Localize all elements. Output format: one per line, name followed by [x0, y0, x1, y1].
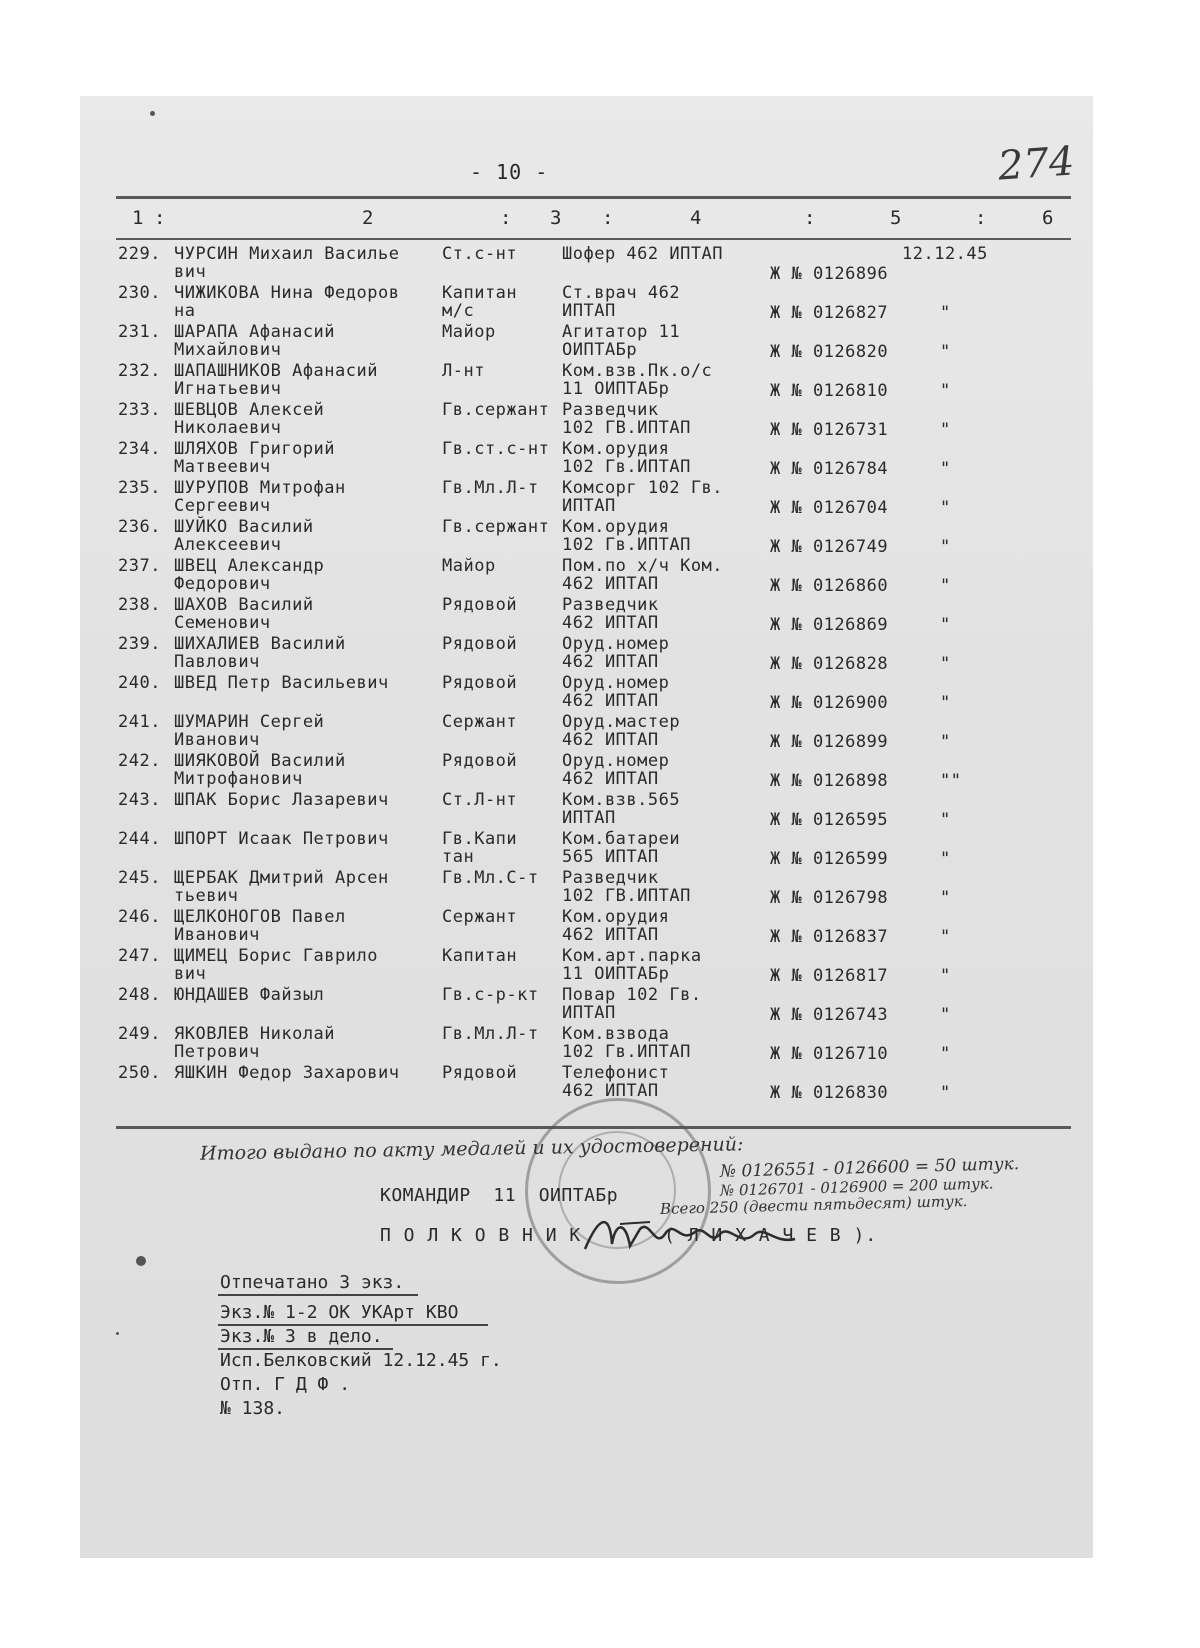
row-number: 242.: [118, 751, 161, 771]
issue-date: ": [940, 654, 951, 674]
position-cont: 102 Гв.ИПТАП: [562, 535, 691, 555]
issue-date: 12.12.45: [902, 244, 988, 264]
column-header-3: 3: [550, 207, 562, 229]
table-row: [80, 1024, 1093, 1064]
position-cont: 102 Гв.ИПТАП: [562, 457, 691, 477]
person-name: ЧИЖИКОВА Нина Федоров: [174, 283, 400, 303]
table-row: [80, 361, 1093, 401]
issue-date: ": [940, 732, 951, 752]
issue-date: ": [940, 342, 951, 362]
certificate-number: Ж № 0126900: [770, 693, 889, 713]
position-cont: 462 ИПТАП: [562, 691, 659, 711]
row-number: 233.: [118, 400, 161, 420]
person-name: ШАРАПА Афанасий: [174, 322, 336, 342]
position: Ком.взв.Пк.о/с: [562, 361, 713, 381]
certificate-number: Ж № 0126827: [770, 303, 889, 323]
issue-date: ": [940, 1044, 951, 1064]
row-number: 248.: [118, 985, 161, 1005]
row-number: 236.: [118, 517, 161, 537]
military-rank: Гв.Мл.Л-т: [442, 478, 539, 498]
issue-date: ": [940, 966, 951, 986]
position: Оруд.номер: [562, 634, 670, 654]
position: Ком.взвода: [562, 1024, 670, 1044]
row-number: 250.: [118, 1063, 161, 1083]
row-number: 231.: [118, 322, 161, 342]
column-separator: :: [154, 207, 166, 229]
certificate-number: Ж № 0126830: [770, 1083, 889, 1103]
position: Ком.орудия: [562, 907, 670, 927]
column-separator: :: [500, 207, 512, 229]
position: Ком.взв.565: [562, 790, 681, 810]
person-name: ШИХАЛИЕВ Василий: [174, 634, 346, 654]
table-row: [80, 517, 1093, 557]
header-rule: [116, 238, 1071, 240]
position-cont: ОИПТАБр: [562, 340, 638, 360]
person-name: ШИЯКОВОЙ Василий: [174, 751, 346, 771]
table-row: [80, 478, 1093, 518]
issue-date: "": [940, 771, 962, 791]
column-separator: :: [975, 207, 987, 229]
person-name: ШУМАРИН Сергей: [174, 712, 325, 732]
person-name: ШЛЯХОВ Григорий: [174, 439, 336, 459]
person-name: ЩИМЕЦ Борис Гаврило: [174, 946, 378, 966]
row-number: 246.: [118, 907, 161, 927]
row-number: 230.: [118, 283, 161, 303]
issue-date: ": [940, 849, 951, 869]
issue-date: ": [940, 615, 951, 635]
issue-date: ": [940, 1083, 951, 1103]
position: Разведчик: [562, 868, 659, 888]
row-number: 240.: [118, 673, 161, 693]
military-rank-cont: тан: [442, 847, 475, 867]
table-row: [80, 829, 1093, 869]
military-rank: Рядовой: [442, 634, 518, 654]
person-name: ШУЙКО Василий: [174, 517, 314, 537]
person-name-cont: Павлович: [174, 652, 260, 672]
military-rank: Ст.Л-нт: [442, 790, 518, 810]
column-header-5: 5: [890, 207, 902, 229]
column-header-6: 6: [1042, 207, 1054, 229]
table-row: [80, 556, 1093, 596]
position-cont: 462 ИПТАП: [562, 1081, 659, 1101]
table-row: [80, 595, 1093, 635]
military-rank: Майор: [442, 322, 496, 342]
issue-date: ": [940, 693, 951, 713]
person-name: ШПОРТ Исаак Петрович: [174, 829, 389, 849]
position-cont: ИПТАП: [562, 496, 616, 516]
military-rank: Рядовой: [442, 673, 518, 693]
person-name-cont: вич: [174, 964, 207, 984]
position: Оруд.номер: [562, 751, 670, 771]
person-name-cont: Алексеевич: [174, 535, 282, 555]
certificate-number: Ж № 0126704: [770, 498, 889, 518]
certificate-number: Ж № 0126731: [770, 420, 889, 440]
row-number: 229.: [118, 244, 161, 264]
table-row: [80, 673, 1093, 713]
position: Ком.арт.парка: [562, 946, 702, 966]
copy-distribution-2: Экз.№ 3 в дело.: [220, 1326, 383, 1347]
person-name: ШВЕД Петр Васильевич: [174, 673, 389, 693]
signature: [580, 1204, 810, 1264]
issue-date: ": [940, 810, 951, 830]
row-number: 241.: [118, 712, 161, 732]
certificate-number: Ж № 0126749: [770, 537, 889, 557]
document-sheet: [80, 96, 1093, 1558]
person-name-cont: Иванович: [174, 925, 260, 945]
position-cont: 462 ИПТАП: [562, 652, 659, 672]
certificate-number: Ж № 0126828: [770, 654, 889, 674]
person-name: ШПАК Борис Лазаревич: [174, 790, 389, 810]
military-rank: Гв.сержант: [442, 517, 550, 537]
position: Агитатор 11: [562, 322, 681, 342]
position: Ком.орудия: [562, 439, 670, 459]
certificate-number: Ж № 0126798: [770, 888, 889, 908]
table-row: [80, 244, 1093, 284]
military-rank: Рядовой: [442, 751, 518, 771]
person-name-cont: Михайлович: [174, 340, 282, 360]
table-row: [80, 1063, 1093, 1103]
table-row: [80, 283, 1093, 323]
position: Оруд.номер: [562, 673, 670, 693]
military-rank: Майор: [442, 556, 496, 576]
person-name-cont: Петрович: [174, 1042, 260, 1062]
issue-date: ": [940, 498, 951, 518]
row-number: 244.: [118, 829, 161, 849]
person-name: ШАХОВ Василий: [174, 595, 314, 615]
issue-date: ": [940, 1005, 951, 1025]
position-cont: 11 ОИПТАБр: [562, 379, 670, 399]
military-rank: Капитан: [442, 283, 518, 303]
certificate-number: Ж № 0126860: [770, 576, 889, 596]
certificate-number: Ж № 0126743: [770, 1005, 889, 1025]
position-cont: 102 Гв.ИПТАП: [562, 1042, 691, 1062]
issue-date: ": [940, 927, 951, 947]
table-row: [80, 790, 1093, 830]
page-number: - 10 -: [470, 160, 549, 184]
handwritten-note-line-3: № 0126701 - 0126900 = 200 штук.: [719, 1174, 994, 1200]
person-name-cont: тьевич: [174, 886, 239, 906]
commander-rank-name: П О Л К О В Н И К ( Л И Х А Ч Е В ).: [380, 1225, 878, 1246]
person-name: ЧУРСИН Михаил Василье: [174, 244, 400, 264]
position-cont: 565 ИПТАП: [562, 847, 659, 867]
military-rank: Гв.Мл.Л-т: [442, 1024, 539, 1044]
person-name: ЩЕЛКОНОГОВ Павел: [174, 907, 346, 927]
military-rank: Гв.ст.с-нт: [442, 439, 550, 459]
table-row: [80, 634, 1093, 674]
person-name-cont: Николаевич: [174, 418, 282, 438]
table-row: [80, 985, 1093, 1025]
person-name: ШУРУПОВ Митрофан: [174, 478, 346, 498]
person-name-cont: на: [174, 301, 196, 321]
military-rank: Гв.с-р-кт: [442, 985, 539, 1005]
table-row: [80, 322, 1093, 362]
row-number: 238.: [118, 595, 161, 615]
position-cont: 102 ГВ.ИПТАП: [562, 886, 691, 906]
reference-number: № 138.: [220, 1398, 286, 1419]
position-cont: ИПТАП: [562, 808, 616, 828]
certificate-number: Ж № 0126898: [770, 771, 889, 791]
certificate-number: Ж № 0126595: [770, 810, 889, 830]
certificate-number: Ж № 0126896: [770, 264, 889, 284]
military-rank-cont: м/с: [442, 301, 475, 321]
archive-number: 274: [996, 138, 1076, 190]
person-name: ШЕВЦОВ Алексей: [174, 400, 325, 420]
table-row: [80, 907, 1093, 947]
person-name-cont: Митрофанович: [174, 769, 303, 789]
position: Повар 102 Гв.: [562, 985, 702, 1005]
position-cont: 462 ИПТАП: [562, 613, 659, 633]
certificate-number: Ж № 0126810: [770, 381, 889, 401]
position: Оруд.мастер: [562, 712, 681, 732]
position: Разведчик: [562, 400, 659, 420]
printed-copies: Отпечатано 3 экз.: [220, 1272, 405, 1293]
person-name-cont: Сергеевич: [174, 496, 271, 516]
row-number: 239.: [118, 634, 161, 654]
handwritten-note-line-2: № 0126551 - 0126600 = 50 штук.: [719, 1154, 1020, 1182]
certificate-number: Ж № 0126899: [770, 732, 889, 752]
handwritten-note-line-4: Всего 250 (двести пятьдесят) штук.: [659, 1191, 968, 1219]
handwritten-note-line-1: Итого выдано по акту медалей и их удостоверений:: [199, 1133, 744, 1165]
column-header-4: 4: [690, 207, 702, 229]
person-name-cont: Иванович: [174, 730, 260, 750]
issue-date: ": [940, 303, 951, 323]
copy-distribution-1: Экз.№ 1-2 ОК УКАрт КВО: [220, 1302, 459, 1323]
column-separator: :: [804, 207, 816, 229]
row-number: 245.: [118, 868, 161, 888]
person-name: ЯКОВЛЕВ Николай: [174, 1024, 336, 1044]
table-row: [80, 712, 1093, 752]
row-number: 235.: [118, 478, 161, 498]
person-name: ШАПАШНИКОВ Афанасий: [174, 361, 378, 381]
table-row: [80, 439, 1093, 479]
issue-date: ": [940, 888, 951, 908]
military-rank: Рядовой: [442, 1063, 518, 1083]
executor-line: Исп.Белковский 12.12.45 г.: [220, 1350, 502, 1371]
certificate-number: Ж № 0126599: [770, 849, 889, 869]
row-number: 237.: [118, 556, 161, 576]
person-name-cont: Федорович: [174, 574, 271, 594]
column-separator: :: [602, 207, 614, 229]
row-number: 249.: [118, 1024, 161, 1044]
position-cont: 462 ИПТАП: [562, 769, 659, 789]
position: Шофер 462 ИПТАП: [562, 244, 724, 264]
position: Пом.по х/ч Ком.: [562, 556, 724, 576]
person-name-cont: вич: [174, 262, 207, 282]
issue-date: ": [940, 537, 951, 557]
military-rank: Гв.сержант: [442, 400, 550, 420]
certificate-number: Ж № 0126869: [770, 615, 889, 635]
issue-date: ": [940, 459, 951, 479]
certificate-number: Ж № 0126820: [770, 342, 889, 362]
certificate-number: Ж № 0126817: [770, 966, 889, 986]
row-number: 247.: [118, 946, 161, 966]
certificate-number: Ж № 0126837: [770, 927, 889, 947]
column-header-1: 1: [132, 207, 144, 229]
person-name-cont: Матвеевич: [174, 457, 271, 477]
military-rank: Сержант: [442, 907, 518, 927]
position: Ком.орудия: [562, 517, 670, 537]
military-rank: Гв.Мл.С-т: [442, 868, 539, 888]
position: Разведчик: [562, 595, 659, 615]
certificate-number: Ж № 0126784: [770, 459, 889, 479]
military-rank: Гв.Капи: [442, 829, 518, 849]
position: Ст.врач 462: [562, 283, 681, 303]
position-cont: 462 ИПТАП: [562, 925, 659, 945]
military-rank: Л-нт: [442, 361, 485, 381]
position-cont: 102 ГВ.ИПТАП: [562, 418, 691, 438]
commander-title: КОМАНДИР 11 ОИПТАБр: [380, 1185, 619, 1206]
person-name: ЩЕРБАК Дмитрий Арсен: [174, 868, 389, 888]
position-cont: 11 ОИПТАБр: [562, 964, 670, 984]
position-cont: 462 ИПТАП: [562, 574, 659, 594]
table-row: [80, 946, 1093, 986]
row-number: 234.: [118, 439, 161, 459]
certificate-number: Ж № 0126710: [770, 1044, 889, 1064]
issue-date: ": [940, 420, 951, 440]
row-number: 243.: [118, 790, 161, 810]
issue-date: ": [940, 381, 951, 401]
person-name: ШВЕЦ Александр: [174, 556, 325, 576]
military-rank: Ст.с-нт: [442, 244, 518, 264]
table-row: [80, 751, 1093, 791]
row-number: 232.: [118, 361, 161, 381]
position: Ком.батареи: [562, 829, 681, 849]
position-cont: ИПТАП: [562, 1003, 616, 1023]
top-rule: [116, 196, 1071, 199]
person-name: ЯШКИН Федор Захарович: [174, 1063, 400, 1083]
position: Телефонист: [562, 1063, 670, 1083]
issue-date: ": [940, 576, 951, 596]
position: Комсорг 102 Гв.: [562, 478, 724, 498]
typist-line: Отп. Г Д Ф .: [220, 1374, 351, 1395]
table-row: [80, 868, 1093, 908]
person-name-cont: Игнатьевич: [174, 379, 282, 399]
column-header-2: 2: [362, 207, 374, 229]
position-cont: 462 ИПТАП: [562, 730, 659, 750]
position-cont: ИПТАП: [562, 301, 616, 321]
person-name: ЮНДАШЕВ Файзыл: [174, 985, 325, 1005]
military-rank: Капитан: [442, 946, 518, 966]
person-name-cont: Семенович: [174, 613, 271, 633]
military-rank: Сержант: [442, 712, 518, 732]
military-rank: Рядовой: [442, 595, 518, 615]
table-row: [80, 400, 1093, 440]
